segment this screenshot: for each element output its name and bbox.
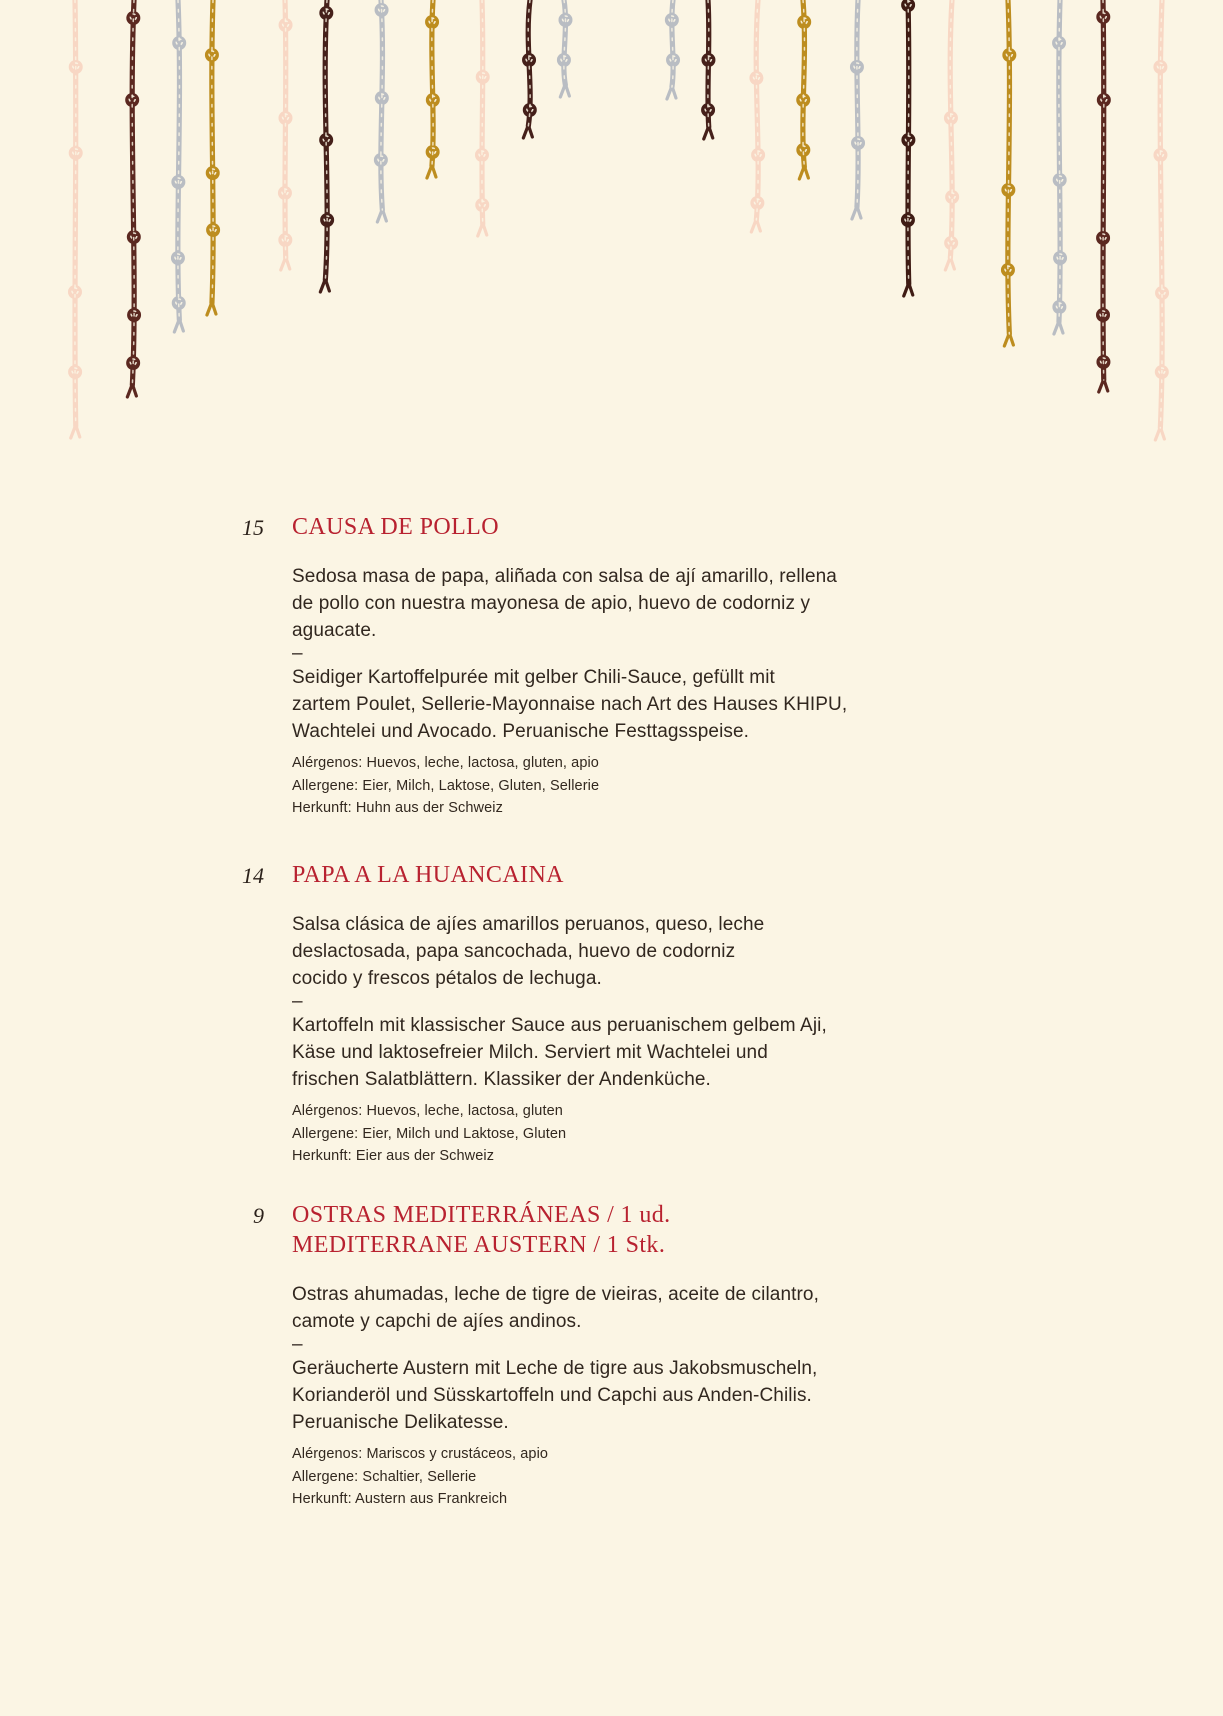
description-es-line: cocido y frescos pétalos de lechuga.	[292, 968, 602, 989]
item-content	[292, 512, 970, 820]
allergen-line-de: Allergene: Eier, Milch und Laktose, Gluten	[292, 1125, 567, 1142]
description-de-line: Geräucherte Austern mit Leche de tigre aus Jakobsmuscheln,	[292, 1358, 818, 1379]
allergen-line-de: Allergene: Schaltier, Sellerie	[292, 1468, 477, 1485]
allergen-info	[292, 1100, 970, 1168]
origin-line: Herkunft: Eier aus der Schweiz	[292, 1148, 495, 1164]
description-es-line: camote y capchi de ajíes andinos.	[292, 1311, 582, 1332]
allergen-line-es: Alérgenos: Huevos, leche, lactosa, gluten, apio	[292, 755, 599, 771]
item-content	[292, 860, 970, 1168]
item-price: 14	[242, 863, 264, 888]
description-de-line: Seidiger Kartoffelpurée mit gelber Chili-Sauce, gefüllt mit	[292, 667, 775, 688]
description-es-line: deslactosada, papa sancochada, huevo de codorniz	[292, 941, 736, 962]
description-es-line: de pollo con nuestra mayonesa de apio, huevo de codorniz y	[292, 593, 811, 614]
description-es-line: Ostras ahumadas, leche de tigre de vieiras, aceite de cilantro,	[292, 1284, 819, 1305]
menu-item-papa-a-la-huancaina	[210, 860, 970, 1168]
description-de-line: Käse und laktosefreier Milch. Serviert mit Wachtelei und	[292, 1042, 768, 1063]
item-price: 9	[253, 1203, 264, 1228]
description-de-line: Peruanische Delikatesse.	[292, 1412, 509, 1433]
allergen-line-es: Alérgenos: Mariscos y crustáceos, apio	[292, 1446, 549, 1462]
item-content	[292, 1200, 970, 1511]
description-es-line: Sedosa masa de papa, aliñada con salsa de ají amarillo, rellena	[292, 566, 837, 587]
allergen-line-es: Alérgenos: Huevos, leche, lactosa, gluten	[292, 1103, 563, 1119]
item-title: OSTRAS MEDITERRÁNEAS / 1 ud. MEDITERRANE AUSTERN / 1 Stk.	[292, 1202, 671, 1258]
menu-item-causa-de-pollo	[210, 512, 970, 820]
language-separator-dash: –	[292, 1334, 303, 1355]
description-de-line: Kartoffeln mit klassischer Sauce aus peruanischem gelbem Aji,	[292, 1015, 827, 1036]
description-de-line: frischen Salatblättern. Klassiker der Andenküche.	[292, 1069, 711, 1090]
language-separator-dash: –	[292, 643, 303, 664]
item-title: CAUSA DE POLLO	[292, 514, 499, 540]
description-de-line: zartem Poulet, Sellerie-Mayonnaise nach Art des Hauses KHIPU,	[292, 694, 848, 715]
description-es-line: Salsa clásica de ajíes amarillos peruanos, queso, leche	[292, 914, 765, 935]
item-description	[292, 911, 970, 1093]
item-price: 15	[242, 515, 264, 540]
description-de-line: Wachtelei und Avocado. Peruanische Festtagsspeise.	[292, 721, 750, 742]
description-es-line: aguacate.	[292, 620, 377, 641]
origin-line: Herkunft: Austern aus Frankreich	[292, 1491, 508, 1507]
description-de-line: Korianderöl und Süsskartoffeln und Capchi aus Anden-Chilis.	[292, 1385, 812, 1406]
menu-item-ostras-mediterraneas	[210, 1200, 970, 1511]
item-title: PAPA A LA HUANCAINA	[292, 862, 564, 888]
allergen-line-de: Allergene: Eier, Milch, Laktose, Gluten, Sellerie	[292, 777, 600, 794]
item-description	[292, 563, 970, 745]
item-description	[292, 1281, 970, 1436]
allergen-info	[292, 1443, 970, 1511]
origin-line: Herkunft: Huhn aus der Schweiz	[292, 800, 503, 816]
allergen-info	[292, 752, 970, 820]
language-separator-dash: –	[292, 991, 303, 1012]
